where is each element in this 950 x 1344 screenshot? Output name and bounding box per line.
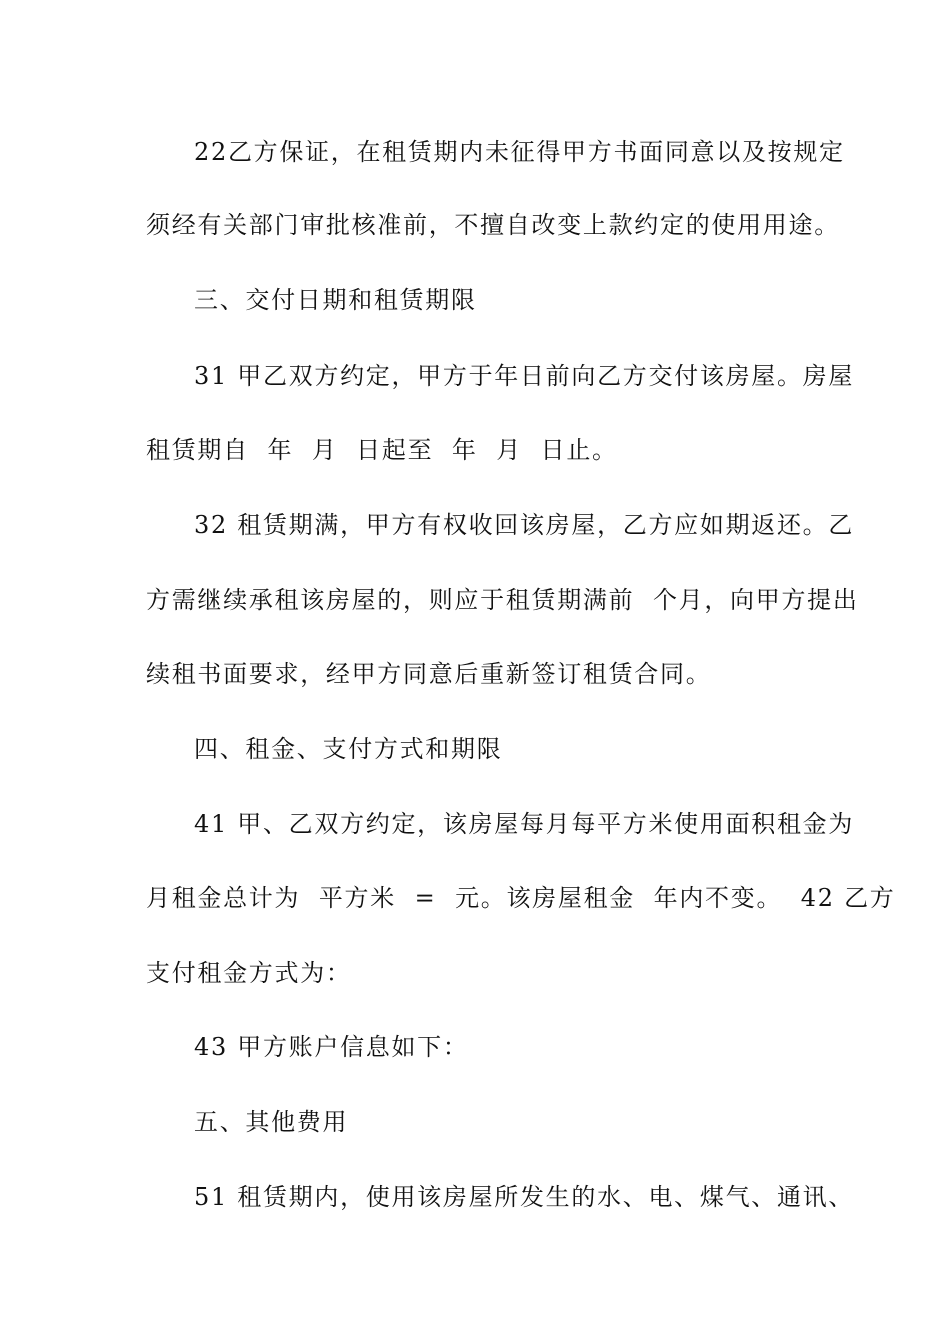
clause-4-3-line: 43 甲方账户信息如下： [194, 1033, 469, 1061]
section-4-heading: 四、租金、支付方式和期限 [194, 735, 503, 763]
clause-3-2-line-3: 续租书面要求，经甲方同意后重新签订租赁合同。 [146, 660, 712, 688]
clause-4-1-line-1: 41 甲、乙双方约定，该房屋每月每平方米使用面积租金为 [194, 810, 855, 838]
section-5-heading: 五、其他费用 [194, 1108, 349, 1136]
section-3-heading: 三、交付日期和租赁期限 [194, 286, 477, 314]
clause-2-2-line-1: 22乙方保证，在租赁期内未征得甲方书面同意以及按规定 [194, 138, 845, 166]
clause-4-1-line-2: 月租金总计为 平方米 = 元。该房屋租金 年内不变。 42 乙方 [146, 884, 896, 912]
clause-4-2-line: 支付租金方式为： [146, 959, 352, 987]
clause-3-1-line-1: 31 甲乙双方约定，甲方于年日前向乙方交付该房屋。房屋 [194, 362, 855, 390]
clause-5-1-line-1: 51 租赁期内，使用该房屋所发生的水、电、煤气、通讯、 [194, 1183, 855, 1211]
clause-3-2-line-1: 32 租赁期满，甲方有权收回该房屋，乙方应如期返还。乙 [194, 511, 855, 539]
clause-2-2-line-2: 须经有关部门审批核准前，不擅自改变上款约定的使用用途。 [146, 211, 840, 239]
clause-3-1-line-2: 租赁期自 年 月 日起至 年 月 日止。 [146, 436, 618, 464]
clause-3-2-line-2: 方需继续承租该房屋的，则应于租赁期满前 个月，向甲方提出 [146, 586, 859, 614]
